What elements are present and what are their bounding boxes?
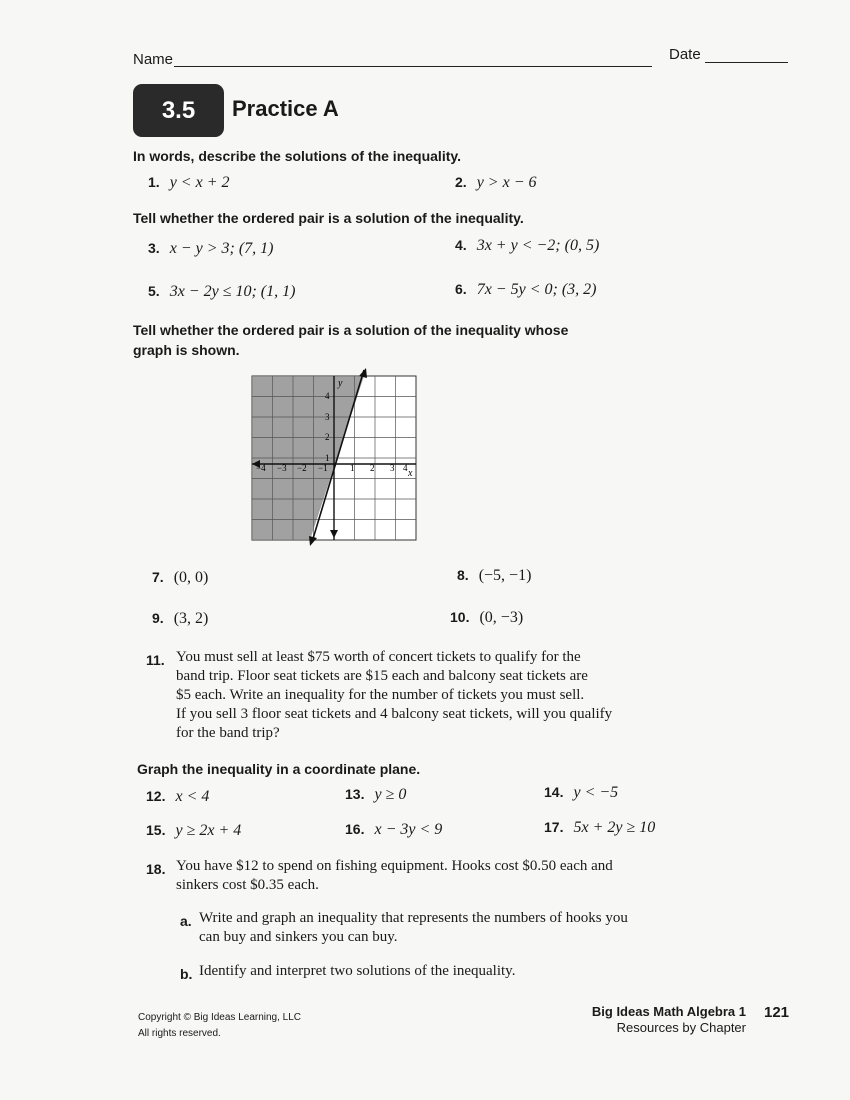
text-line: You must sell at least $75 worth of concert tickets to qualify for the [176, 649, 581, 665]
text-line: Write and graph an inequality that represents the numbers of hooks you [199, 910, 628, 926]
x-tick-label: −1 [318, 463, 328, 473]
exercise-number: 12. [146, 788, 166, 804]
exercise-expression: (0, −3) [479, 609, 524, 626]
problem-11-text [176, 648, 612, 743]
x-tick-label: −3 [277, 463, 287, 473]
exercise-expression: y ≥ 2x + 4 [175, 822, 242, 839]
exercise-9 [152, 610, 208, 628]
instruction-part1: In words, describe the solutions of the inequality. [133, 148, 462, 164]
exercise-expression: y < −5 [573, 784, 619, 801]
resources-text: Resources by Chapter [616, 1020, 746, 1035]
exercise-number: 3. [148, 240, 160, 256]
exercise-10 [450, 609, 523, 627]
exercise-number: 13. [345, 786, 365, 802]
exercise-5 [148, 283, 295, 301]
date-line[interactable] [705, 62, 788, 63]
exercise-number: 14. [544, 784, 564, 800]
exercise-8 [457, 567, 531, 585]
exercise-expression: 5x + 2y ≥ 10 [573, 819, 656, 836]
exercise-15 [146, 822, 241, 840]
exercise-14 [544, 784, 618, 802]
inequality-graph [240, 366, 430, 552]
text-line: can buy and sinkers you can buy. [199, 929, 398, 945]
problem-18b-label: b. [180, 966, 193, 982]
exercise-expression: y ≥ 0 [374, 786, 407, 803]
exercise-number: 17. [544, 819, 564, 835]
name-line[interactable] [174, 66, 652, 67]
y-tick-label: 1 [325, 453, 330, 463]
exercise-number: 2. [455, 174, 467, 190]
exercise-3 [148, 240, 273, 258]
x-tick-label: 1 [350, 463, 355, 473]
date-label: Date [669, 46, 701, 63]
exercise-13 [345, 786, 406, 804]
exercise-2 [455, 174, 536, 192]
copyright-text: Copyright © Big Ideas Learning, LLC [138, 1012, 302, 1023]
exercise-expression: (−5, −1) [478, 567, 532, 584]
exercise-4 [455, 237, 599, 255]
text-line: You have $12 to spend on fishing equipment. Hooks cost $0.50 each and [176, 858, 613, 874]
exercise-number: 15. [146, 822, 166, 838]
instruction-line: Tell whether the ordered pair is a solution of the inequality whose [133, 322, 569, 338]
exercise-number: 7. [152, 569, 164, 585]
problem-18a-label: a. [180, 913, 192, 929]
problem-18a-text [199, 909, 628, 947]
exercise-expression: x − 3y < 9 [374, 821, 443, 838]
exercise-number: 10. [450, 609, 470, 625]
text-line: If you sell 3 floor seat tickets and 4 balcony seat tickets, will you qualify [176, 706, 613, 722]
exercise-expression: y > x − 6 [476, 174, 537, 191]
problem-11-number: 11. [146, 652, 165, 668]
page-title: Practice A [232, 96, 339, 121]
exercise-expression: 3x − 2y ≤ 10; (1, 1) [169, 283, 296, 300]
exercise-6 [455, 281, 596, 299]
x-tick-label: 3 [390, 463, 395, 473]
book-info [592, 1004, 746, 1036]
y-tick-label: 4 [325, 391, 330, 401]
text-line: $5 each. Write an inequality for the number of tickets you must sell. [176, 687, 585, 703]
exercise-expression: (0, 0) [173, 569, 209, 586]
y-tick-label: 3 [325, 412, 330, 422]
exercise-expression: 3x + y < −2; (0, 5) [476, 237, 600, 254]
rights-text: All rights reserved. [138, 1028, 221, 1039]
instruction-part2: Tell whether the ordered pair is a solution of the inequality. [133, 210, 524, 226]
section-number-badge: 3.5 [133, 84, 224, 137]
problem-18-number: 18. [146, 861, 166, 877]
instruction-line: graph is shown. [133, 342, 240, 358]
problem-18b-text: Identify and interpret two solutions of the inequality. [199, 963, 516, 979]
exercise-number: 6. [455, 281, 467, 297]
exercise-7 [152, 569, 208, 587]
book-title: Big Ideas Math Algebra 1 [591, 1004, 746, 1019]
exercise-number: 16. [345, 821, 365, 837]
problem-18-text [176, 857, 613, 895]
x-tick-label: 4 [403, 463, 408, 473]
exercise-12 [146, 788, 209, 806]
exercise-number: 5. [148, 283, 160, 299]
copyright-block [138, 1010, 301, 1042]
exercise-number: 9. [152, 610, 164, 626]
exercise-expression: y < x + 2 [169, 174, 230, 191]
exercise-number: 8. [457, 567, 469, 583]
text-line: sinkers cost $0.35 each. [176, 877, 319, 893]
x-tick-label: 2 [370, 463, 375, 473]
exercise-number: 1. [148, 174, 160, 190]
y-tick-label: 2 [325, 432, 330, 442]
text-line: for the band trip? [176, 725, 280, 741]
exercise-expression: x < 4 [175, 788, 210, 805]
x-tick-label: −2 [297, 463, 307, 473]
y-axis-label: y [338, 378, 343, 389]
exercise-expression: x − y > 3; (7, 1) [169, 240, 274, 257]
exercise-17 [544, 819, 655, 837]
exercise-16 [345, 821, 442, 839]
x-axis-label: x [408, 468, 413, 479]
text-line: band trip. Floor seat tickets are $15 each and balcony seat tickets are [176, 668, 588, 684]
exercise-expression: 7x − 5y < 0; (3, 2) [476, 281, 597, 298]
x-tick-label: −4 [256, 463, 266, 473]
exercise-expression: (3, 2) [173, 610, 209, 627]
name-label: Name [133, 51, 174, 68]
instruction-part4: Graph the inequality in a coordinate plane. [137, 761, 421, 777]
instruction-part3 [133, 320, 568, 360]
exercise-1 [148, 174, 229, 192]
page-number: 121 [764, 1004, 790, 1021]
exercise-number: 4. [455, 237, 467, 253]
